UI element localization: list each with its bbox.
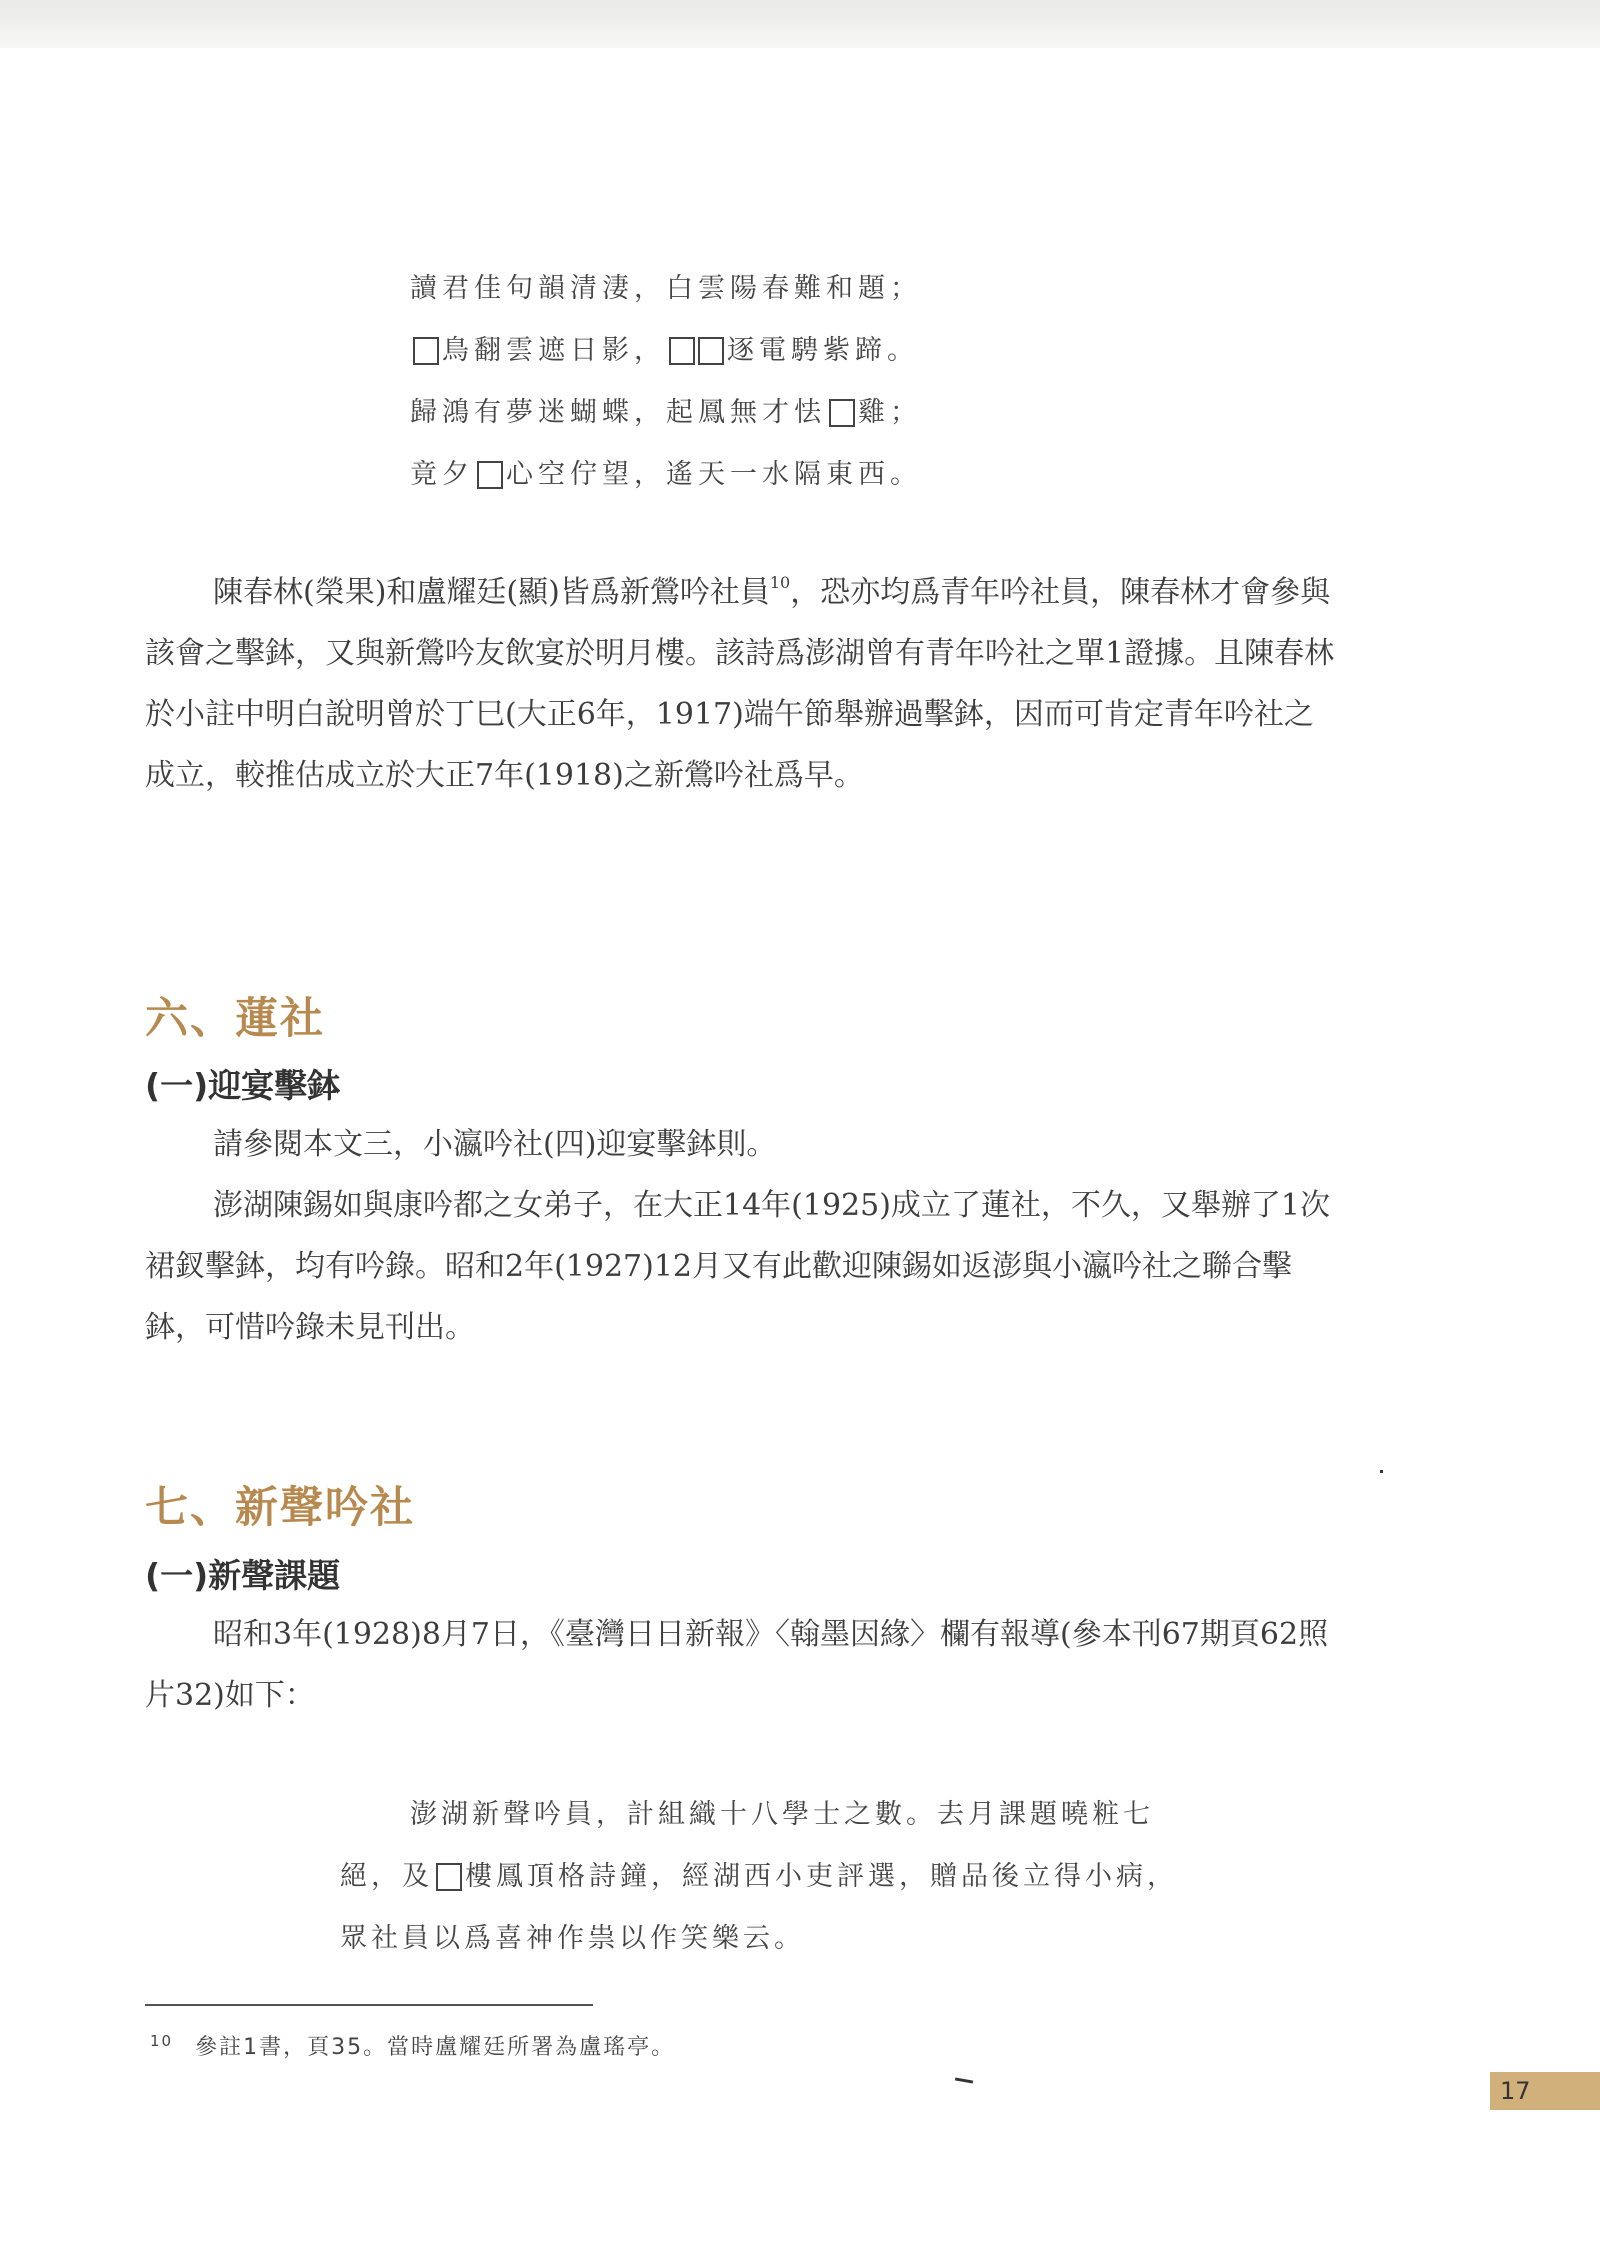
missing-char-box [669, 337, 695, 365]
paragraph-lianshe: 澎湖陳錫如與康吟都之女弟子，在大正14年(1925)成立了蓮社，不久，又舉辦了1次裙釵擊鉢，均有吟錄。昭和2年(1927)12月又有此歡迎陳錫如返澎與小瀛吟社之聯合擊鉢，可惜吟錄未見刊出。 [145, 1188, 1331, 1345]
missing-char-box [436, 1863, 462, 1891]
footnote-divider [145, 2004, 593, 2006]
quote-line-1: 澎湖新聲吟員，計組織十八學士之數。去月課題曉粧七 [410, 1799, 1154, 1830]
section-heading-6: 六、蓮社 [145, 994, 325, 1044]
subsection-heading-7-1: (一)新聲課題 [145, 1556, 341, 1595]
missing-char-box [477, 461, 503, 489]
paragraph-xinsheng: 昭和3年(1928)8月7日，《臺灣日日新報》〈翰墨因緣〉欄有報導(參本刊67期頁62照片32)如下： [145, 1617, 1329, 1713]
paragraph-lianshe-ref: 請參閱本文三，小瀛吟社(四)迎宴擊鉢則。 [213, 1127, 777, 1162]
scan-speck [955, 2077, 973, 2083]
footnote-text: 參註1書，頁35。當時盧耀廷所署為盧瑤亭。 [195, 2035, 676, 2060]
section-heading-7: 七、新聲吟社 [145, 1483, 415, 1533]
scan-speck [1380, 1470, 1383, 1473]
poem-line-2: 鳥翻雲遮日影， 逐電騁紫蹄。 [410, 320, 1110, 382]
missing-char-box [413, 337, 439, 365]
poem-line-1: 讀君佳句韻清淒，白雲陽春難和題； [410, 273, 922, 304]
footnote-ref: 10 [769, 573, 791, 592]
poem-line-3: 歸鴻有夢迷蝴蝶，起鳳無才怯 雞； [410, 397, 922, 428]
poem-line-4: 竟夕 心空佇望，遙天一水隔東西。 [410, 459, 922, 490]
missing-char-box [829, 399, 855, 427]
subsection-heading-6-1: (一)迎宴擊鉢 [145, 1066, 341, 1105]
paragraph-chen-chunlin: 陳春林(榮果)和盧耀廷(顯)皆爲新鶯吟社員$^{10}$，恐亦均爲青年吟社員，陳春林才會參與該會之擊鉢，又與新鶯吟友飲宴於明月樓。該詩爲澎湖曾有青年吟社之單1證據。且陳春林於小註中明白說明曾於丁巳(大正6年，1917)端午節舉辦過擊鉢，因而可肯定青年吟社之成立，較推估成立於大正7年(1918)之新鶯吟社爲早。 [145, 573, 1335, 793]
quote-line-3: 眾社員以爲喜神作祟以作笑樂云。 [340, 1923, 805, 1954]
quote-line-2: 絕，及 樓鳳頂格詩鐘，經湖西小吏評選，贈品後立得小病， [340, 1861, 1178, 1892]
page-number: 17 [1490, 2072, 1600, 2110]
footnote [150, 2030, 675, 2061]
missing-char-box [698, 337, 724, 365]
poem-block [410, 258, 1110, 506]
top-scan-band [0, 0, 1600, 48]
footnote-number: 10 [150, 2032, 174, 2050]
newspaper-quote [340, 1784, 1340, 1970]
